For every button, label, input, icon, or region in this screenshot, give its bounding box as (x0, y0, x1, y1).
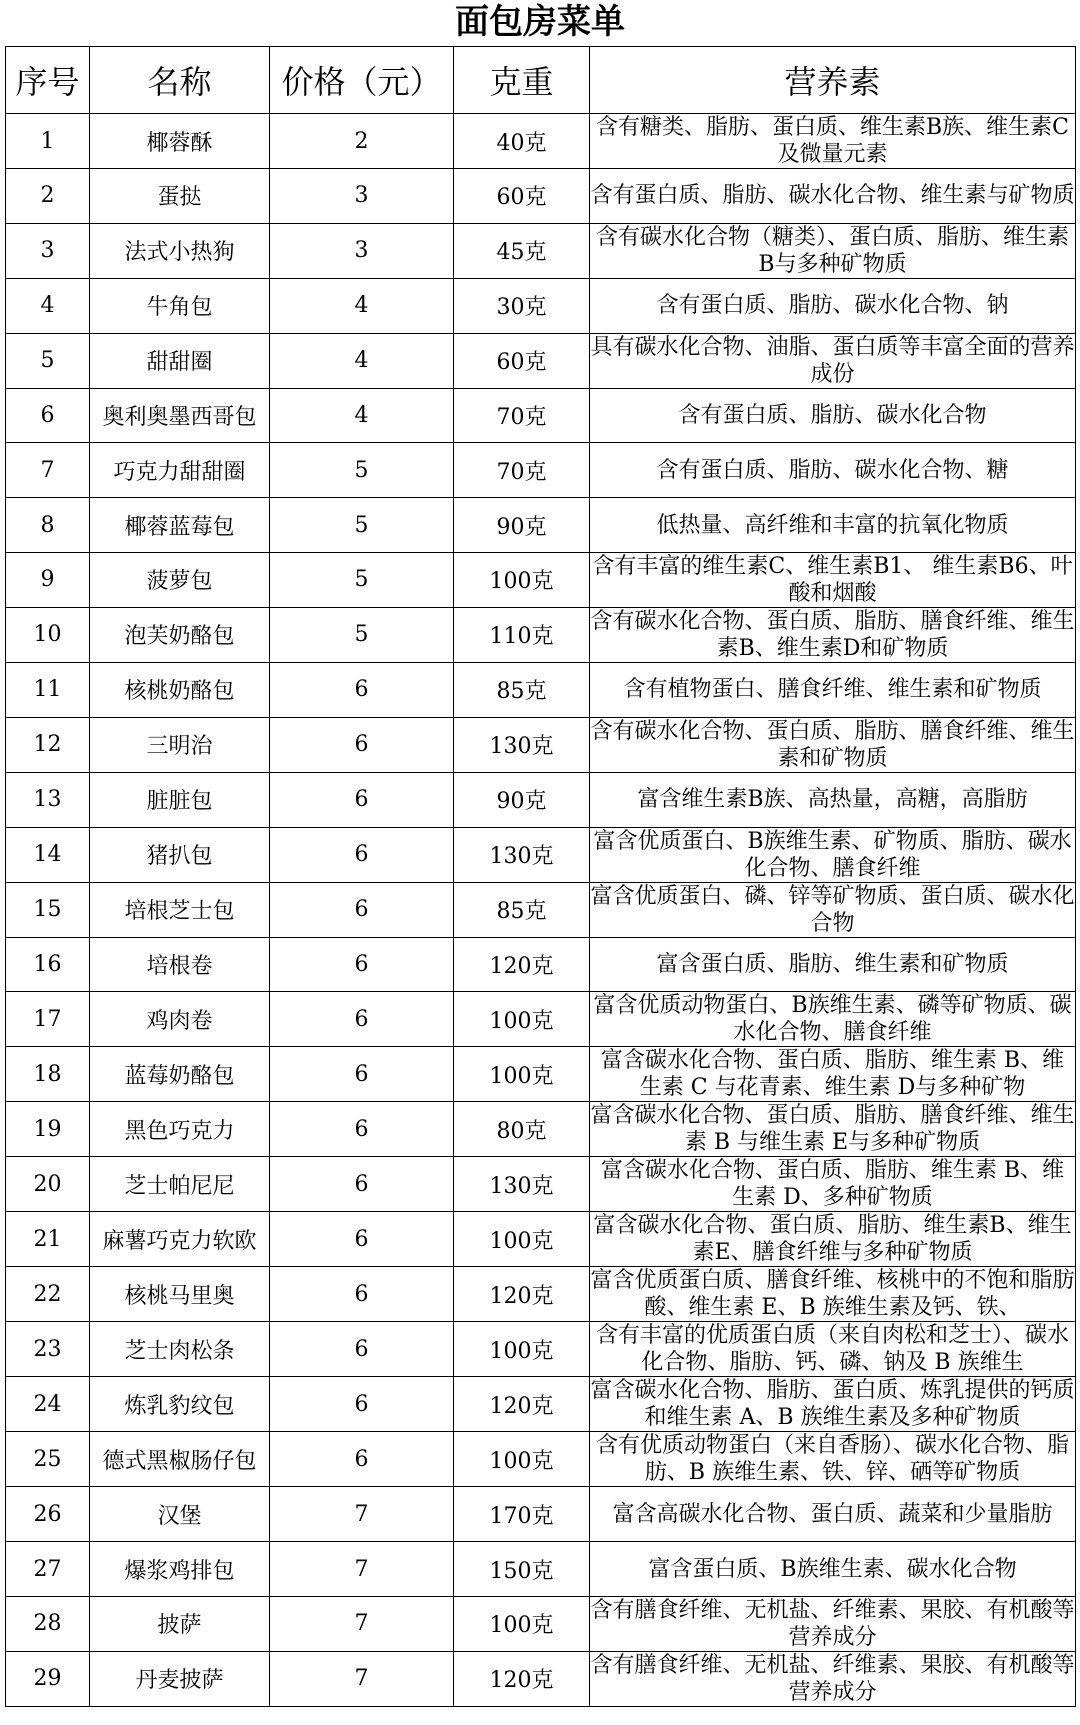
row-index: 24 (6, 1377, 90, 1432)
row-index: 5 (6, 333, 90, 388)
row-nutrition (590, 388, 1076, 443)
row-weight: 100克 (454, 992, 590, 1047)
row-name: 德式黑椒肠仔包 (90, 1432, 270, 1487)
row-price: 4 (270, 278, 454, 333)
nutrition-text: 富含碳水化合物、脂肪、蛋白质、炼乳提供的钙质和维生素 A、B 族维生素及多种矿物质 (590, 1378, 1075, 1431)
row-name: 培根芝士包 (90, 882, 270, 937)
row-index: 29 (6, 1651, 90, 1706)
row-name: 鸡肉卷 (90, 992, 270, 1047)
row-index: 10 (6, 607, 90, 662)
row-price: 6 (270, 937, 454, 992)
row-name: 炼乳豹纹包 (90, 1377, 270, 1432)
row-name: 脏脏包 (90, 772, 270, 827)
row-name: 蓝莓奶酪包 (90, 1047, 270, 1102)
row-nutrition (590, 169, 1076, 224)
header-weight: 克重 (454, 47, 590, 114)
table-row (6, 607, 1076, 662)
row-name: 麻薯巧克力软欧 (90, 1212, 270, 1267)
row-index: 15 (6, 882, 90, 937)
row-weight: 70克 (454, 443, 590, 498)
row-price: 6 (270, 772, 454, 827)
row-index: 13 (6, 772, 90, 827)
nutrition-text: 富含碳水化合物、蛋白质、脂肪、维生素B、维生素E、膳食纤维与多种矿物质 (593, 1213, 1072, 1266)
nutrition-text: 富含优质蛋白、B族维生素、矿物质、脂肪、碳水化合物、膳食纤维 (593, 828, 1072, 881)
row-weight: 60克 (454, 169, 590, 224)
row-nutrition (590, 992, 1076, 1047)
header-price: 价格（元） (270, 47, 454, 114)
table-row (6, 882, 1076, 937)
table-row (6, 1212, 1076, 1267)
row-weight: 100克 (454, 552, 590, 607)
row-nutrition (590, 1157, 1076, 1212)
table-row (6, 552, 1076, 607)
row-nutrition (590, 1487, 1076, 1542)
row-weight: 80克 (454, 1102, 590, 1157)
row-index: 17 (6, 992, 90, 1047)
row-name: 巧克力甜甜圈 (90, 443, 270, 498)
table-row (6, 1157, 1076, 1212)
table-row (6, 827, 1076, 882)
nutrition-text: 富含蛋白质、脂肪、维生素和矿物质 (656, 951, 1009, 977)
row-index: 22 (6, 1267, 90, 1322)
row-index: 16 (6, 937, 90, 992)
table-row (6, 772, 1076, 827)
row-weight: 60克 (454, 333, 590, 388)
row-name: 丹麦披萨 (90, 1651, 270, 1706)
row-weight: 120克 (454, 1651, 590, 1706)
row-nutrition (590, 607, 1076, 662)
row-name: 牛角包 (90, 278, 270, 333)
row-price: 7 (270, 1651, 454, 1706)
row-weight: 100克 (454, 1596, 590, 1651)
table-row (6, 1267, 1076, 1322)
row-nutrition (590, 1212, 1076, 1267)
row-nutrition (590, 1377, 1076, 1432)
table-row (6, 1596, 1076, 1651)
row-name: 汉堡 (90, 1487, 270, 1542)
row-nutrition (590, 1267, 1076, 1322)
row-price: 5 (270, 443, 454, 498)
nutrition-text: 富含碳水化合物、蛋白质、脂肪、维生素 B、维生素 C 与花青素、维生素 D与多种矿物 (600, 1048, 1065, 1101)
table-row (6, 1102, 1076, 1157)
row-weight: 90克 (454, 772, 590, 827)
row-nutrition (590, 1542, 1076, 1597)
row-price: 6 (270, 1157, 454, 1212)
table-row (6, 169, 1076, 224)
row-nutrition (590, 937, 1076, 992)
row-nutrition (590, 1322, 1076, 1377)
menu-table (5, 46, 1076, 1707)
row-nutrition (590, 443, 1076, 498)
row-weight: 90克 (454, 498, 590, 553)
row-nutrition (590, 882, 1076, 937)
row-nutrition (590, 333, 1076, 388)
row-nutrition (590, 1432, 1076, 1487)
row-name: 核桃奶酪包 (90, 662, 270, 717)
table-row (6, 223, 1076, 278)
row-price: 6 (270, 1047, 454, 1102)
row-weight: 70克 (454, 388, 590, 443)
table-row (6, 333, 1076, 388)
nutrition-text: 含有丰富的优质蛋白质（来自肉松和芝士）、碳水化合物、脂肪、钙、磷、钠及 B 族维生 (595, 1323, 1069, 1376)
nutrition-text: 含有碳水化合物（糖类）、蛋白质、脂肪、维生素 B与多种矿物质 (595, 224, 1069, 277)
row-name: 培根卷 (90, 937, 270, 992)
table-row (6, 1651, 1076, 1706)
table-row (6, 992, 1076, 1047)
table-row (6, 1047, 1076, 1102)
table-row (6, 1542, 1076, 1597)
row-nutrition (590, 223, 1076, 278)
row-weight: 170克 (454, 1487, 590, 1542)
nutrition-text: 低热量、高纤维和丰富的抗氧化物质 (656, 512, 1009, 538)
menu-body (6, 114, 1076, 1707)
row-index: 27 (6, 1542, 90, 1597)
row-name: 披萨 (90, 1596, 270, 1651)
row-weight: 100克 (454, 1432, 590, 1487)
row-nutrition (590, 827, 1076, 882)
row-index: 4 (6, 278, 90, 333)
row-weight: 120克 (454, 937, 590, 992)
row-price: 4 (270, 333, 454, 388)
nutrition-text: 含有蛋白质、脂肪、碳水化合物、维生素与矿物质 (590, 183, 1075, 209)
row-nutrition (590, 498, 1076, 553)
row-name: 黑色巧克力 (90, 1102, 270, 1157)
table-row (6, 278, 1076, 333)
row-index: 20 (6, 1157, 90, 1212)
header-row (6, 47, 1076, 114)
header-index: 序号 (6, 47, 90, 114)
row-price: 6 (270, 662, 454, 717)
table-row (6, 1487, 1076, 1542)
nutrition-text: 含有碳水化合物、蛋白质、脂肪、膳食纤维、维生素B、维生素D和矿物质 (590, 608, 1075, 661)
row-name: 芝士肉松条 (90, 1322, 270, 1377)
table-row (6, 717, 1076, 772)
nutrition-text: 含有蛋白质、脂肪、碳水化合物、钠 (656, 293, 1009, 319)
row-name: 法式小热狗 (90, 223, 270, 278)
table-row (6, 1322, 1076, 1377)
row-index: 12 (6, 717, 90, 772)
row-price: 7 (270, 1596, 454, 1651)
row-price: 6 (270, 992, 454, 1047)
row-weight: 85克 (454, 662, 590, 717)
row-weight: 85克 (454, 882, 590, 937)
row-index: 18 (6, 1047, 90, 1102)
row-weight: 100克 (454, 1322, 590, 1377)
nutrition-text: 富含优质蛋白、磷、锌等矿物质、蛋白质、碳水化合物 (590, 883, 1075, 936)
row-price: 5 (270, 607, 454, 662)
row-price: 6 (270, 882, 454, 937)
row-price: 6 (270, 1212, 454, 1267)
row-nutrition (590, 1047, 1076, 1102)
nutrition-text: 富含蛋白质、B族维生素、碳水化合物 (648, 1556, 1017, 1582)
row-nutrition (590, 1102, 1076, 1157)
table-row (6, 388, 1076, 443)
row-price: 6 (270, 1102, 454, 1157)
table-row (6, 662, 1076, 717)
row-price: 6 (270, 1267, 454, 1322)
row-index: 8 (6, 498, 90, 553)
nutrition-text: 富含碳水化合物、蛋白质、脂肪、膳食纤维、维生素 B 与维生素 E与多种矿物质 (590, 1103, 1075, 1156)
row-index: 3 (6, 223, 90, 278)
table-row (6, 498, 1076, 553)
row-price: 4 (270, 388, 454, 443)
nutrition-text: 含有植物蛋白、膳食纤维、维生素和矿物质 (623, 677, 1042, 703)
nutrition-text: 含有糖类、脂肪、蛋白质、维生素B族、维生素C及微量元素 (595, 115, 1069, 167)
row-index: 25 (6, 1432, 90, 1487)
row-price: 2 (270, 114, 454, 169)
row-index: 23 (6, 1322, 90, 1377)
table-row (6, 1432, 1076, 1487)
row-index: 14 (6, 827, 90, 882)
row-weight: 30克 (454, 278, 590, 333)
row-nutrition (590, 772, 1076, 827)
row-name: 猪扒包 (90, 827, 270, 882)
row-price: 6 (270, 1432, 454, 1487)
nutrition-text: 含有膳食纤维、无机盐、纤维素、果胶、有机酸等营养成分 (590, 1652, 1075, 1705)
row-price: 3 (270, 223, 454, 278)
row-weight: 40克 (454, 114, 590, 169)
nutrition-text: 含有碳水化合物、蛋白质、脂肪、膳食纤维、维生素和矿物质 (590, 718, 1075, 771)
row-index: 2 (6, 169, 90, 224)
row-weight: 110克 (454, 607, 590, 662)
row-name: 奥利奥墨西哥包 (90, 388, 270, 443)
row-index: 9 (6, 552, 90, 607)
row-name: 菠萝包 (90, 552, 270, 607)
row-index: 7 (6, 443, 90, 498)
row-price: 5 (270, 498, 454, 553)
row-price: 6 (270, 717, 454, 772)
row-nutrition (590, 717, 1076, 772)
page-title: 面包房菜单 (455, 2, 625, 42)
row-weight: 100克 (454, 1212, 590, 1267)
row-index: 26 (6, 1487, 90, 1542)
row-name: 核桃马里奥 (90, 1267, 270, 1322)
nutrition-text: 具有碳水化合物、油脂、蛋白质等丰富全面的营养成份 (590, 334, 1075, 387)
row-index: 6 (6, 388, 90, 443)
row-name: 爆浆鸡排包 (90, 1542, 270, 1597)
nutrition-text: 含有蛋白质、脂肪、碳水化合物 (678, 402, 987, 428)
row-price: 6 (270, 827, 454, 882)
row-index: 19 (6, 1102, 90, 1157)
table-row (6, 114, 1076, 169)
row-weight: 130克 (454, 827, 590, 882)
row-price: 6 (270, 1377, 454, 1432)
row-weight: 120克 (454, 1267, 590, 1322)
nutrition-text: 含有丰富的维生素C、维生素B1、 维生素B6、叶酸和烟酸 (592, 553, 1073, 606)
row-name: 椰蓉酥 (90, 114, 270, 169)
row-weight: 45克 (454, 223, 590, 278)
row-nutrition (590, 662, 1076, 717)
row-index: 1 (6, 114, 90, 169)
nutrition-text: 富含碳水化合物、蛋白质、脂肪、维生素 B、维生素 D、多种矿物质 (600, 1158, 1065, 1211)
nutrition-text: 富含优质蛋白质、膳食纤维、核桃中的不饱和脂肪酸、维生素 E、B 族维生素及钙、铁、 (590, 1268, 1075, 1321)
nutrition-text: 富含维生素B族、高热量，高糖，高脂肪 (637, 787, 1028, 813)
row-index: 11 (6, 662, 90, 717)
header-name: 名称 (90, 47, 270, 114)
table-row (6, 937, 1076, 992)
row-nutrition (590, 1651, 1076, 1706)
nutrition-text: 含有优质动物蛋白（来自香肠）、碳水化合物、脂肪、B 族维生素、铁、锌、硒等矿物质 (595, 1433, 1069, 1486)
row-weight: 130克 (454, 717, 590, 772)
table-row (6, 443, 1076, 498)
row-weight: 150克 (454, 1542, 590, 1597)
row-nutrition (590, 278, 1076, 333)
row-weight: 130克 (454, 1157, 590, 1212)
row-name: 蛋挞 (90, 169, 270, 224)
row-index: 28 (6, 1596, 90, 1651)
nutrition-text: 含有膳食纤维、无机盐、纤维素、果胶、有机酸等营养成分 (590, 1597, 1075, 1650)
nutrition-text: 富含优质动物蛋白、B族维生素、磷等矿物质、碳水化合物、膳食纤维 (593, 993, 1072, 1046)
row-name: 甜甜圈 (90, 333, 270, 388)
nutrition-text: 富含高碳水化合物、蛋白质、蔬菜和少量脂肪 (612, 1501, 1053, 1527)
row-price: 3 (270, 169, 454, 224)
row-weight: 120克 (454, 1377, 590, 1432)
row-price: 5 (270, 552, 454, 607)
row-nutrition (590, 552, 1076, 607)
row-nutrition (590, 1596, 1076, 1651)
row-price: 7 (270, 1542, 454, 1597)
header-nutrition: 营养素 (590, 47, 1076, 114)
row-price: 7 (270, 1487, 454, 1542)
row-nutrition (590, 114, 1076, 169)
row-price: 6 (270, 1322, 454, 1377)
row-name: 椰蓉蓝莓包 (90, 498, 270, 553)
row-name: 芝士帕尼尼 (90, 1157, 270, 1212)
row-name: 泡芙奶酪包 (90, 607, 270, 662)
nutrition-text: 含有蛋白质、脂肪、碳水化合物、糖 (656, 457, 1009, 483)
row-weight: 100克 (454, 1047, 590, 1102)
table-row (6, 1377, 1076, 1432)
row-name: 三明治 (90, 717, 270, 772)
row-index: 21 (6, 1212, 90, 1267)
